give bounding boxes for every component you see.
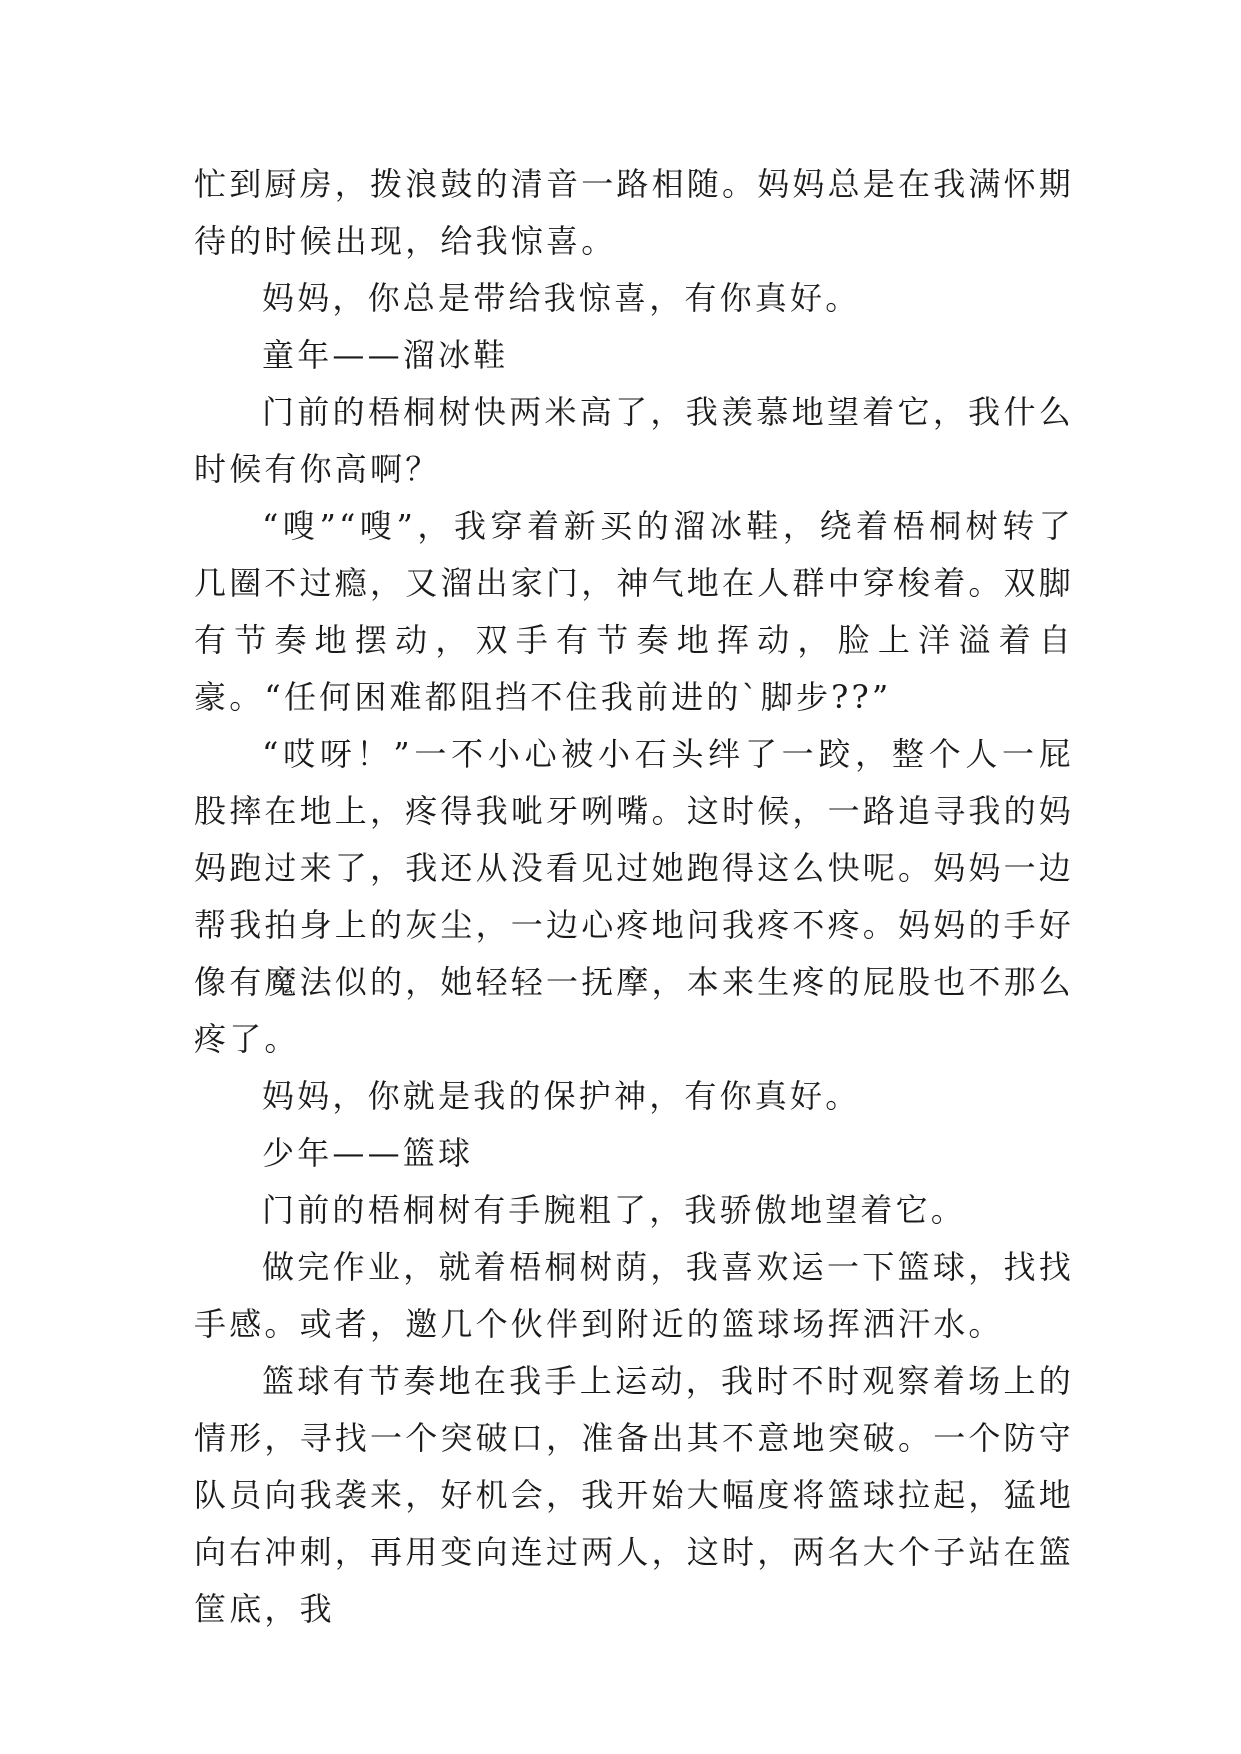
- paragraph-10: 做完作业，就着梧桐树荫，我喜欢运一下篮球，找找手感。或者，邀几个伙伴到附近的篮球场挥洒汗水。: [194, 1248, 1074, 1343]
- paragraph-7: 妈妈，你就是我的保护神，有你真好。: [262, 1077, 861, 1115]
- paragraph-4: 门前的梧桐树快两米高了，我羡慕地望着它，我什么时候有你高啊？: [194, 393, 1074, 488]
- paragraph-2: 妈妈，你总是带给我惊喜，有你真好。: [262, 279, 861, 317]
- paragraph-9: 门前的梧桐树有手腕粗了，我骄傲地望着它。: [262, 1191, 967, 1229]
- paragraph-6: “哎呀！”一不小心被小石头绊了一跤，整个人一屁股摔在地上，疼得我呲牙咧嘴。这时候，一路追寻我的妈妈跑过来了，我还从没看见过她跑得这么快呢。妈妈一边帮我拍身上的灰尘，一边心疼地问我疼不疼。妈妈的手好像有魔法似的，她轻轻一抚摩，本来生疼的屁股也不那么疼了。: [194, 735, 1075, 1058]
- paragraph-1: 忙到厨房，拨浪鼓的清音一路相随。妈妈总是在我满怀期待的时候出现，给我惊喜。: [194, 165, 1075, 260]
- section-heading-childhood: 童年——溜冰鞋: [262, 336, 509, 374]
- section-heading-youth: 少年——篮球: [262, 1134, 474, 1172]
- paragraph-5: “嗖”“嗖”，我穿着新买的溜冰鞋，绕着梧桐树转了几圈不过瘾，又溜出家门，神气地在人群中穿梭着。双脚有节奏地摆动，双手有节奏地挥动，脸上洋溢着自豪。“任何困难都阻挡不住我前进的`脚步??”: [194, 507, 1075, 716]
- paragraph-11: 篮球有节奏地在我手上运动，我时不时观察着场上的情形，寻找一个突破口，准备出其不意地突破。一个防守队员向我袭来，好机会，我开始大幅度将篮球拉起，猛地向右冲刺，再用变向连过两人，这时，两名大个子站在篮筐底，我: [194, 1362, 1075, 1628]
- essay-body: [194, 156, 1074, 1638]
